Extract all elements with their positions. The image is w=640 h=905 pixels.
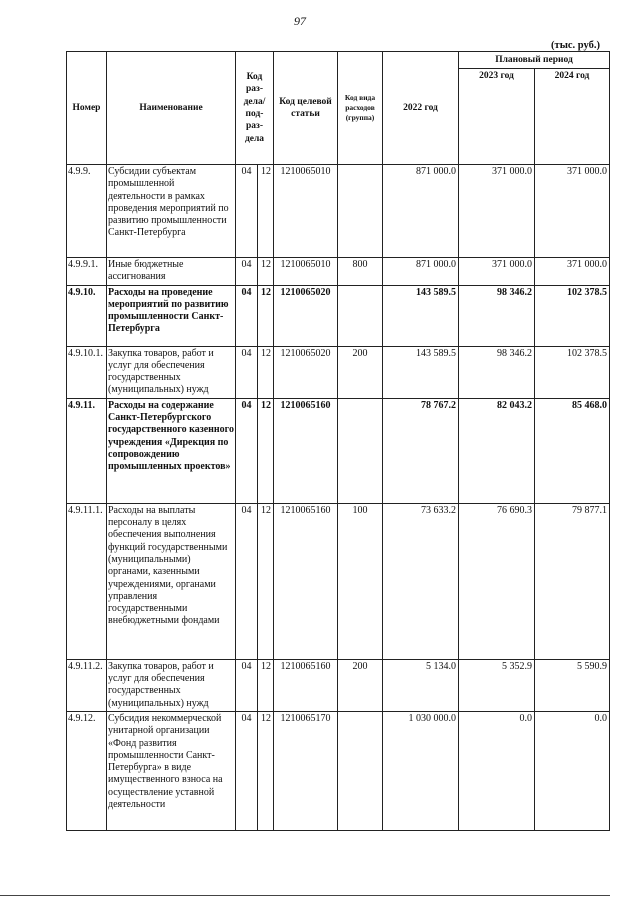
row-value-2024: 79 877.1	[535, 503, 610, 659]
row-number: 4.9.10.	[67, 285, 107, 346]
header-2023: 2023 год	[459, 69, 535, 165]
table-row	[67, 398, 610, 503]
units-label: (тыс. руб.)	[551, 40, 600, 51]
row-number: 4.9.11.2.	[67, 659, 107, 711]
row-name: Закупка товаров, работ и услуг для обеспечения государственных (муниципальных) нужд	[107, 659, 236, 711]
row-target-code: 1210065020	[274, 285, 338, 346]
header-2024: 2024 год	[535, 69, 610, 165]
row-subsection: 12	[258, 659, 274, 711]
row-value-2022: 143 589.5	[383, 346, 459, 398]
row-expense-type: 200	[338, 659, 383, 711]
row-value-2022: 5 134.0	[383, 659, 459, 711]
row-target-code: 1210065170	[274, 711, 338, 830]
row-expense-type: 100	[338, 503, 383, 659]
row-value-2024: 5 590.9	[535, 659, 610, 711]
row-value-2023: 371 000.0	[459, 258, 535, 286]
row-name: Закупка товаров, работ и услуг для обеспечения государственных (муниципальных) нужд	[107, 346, 236, 398]
row-number: 4.9.9.	[67, 165, 107, 258]
row-value-2024: 371 000.0	[535, 258, 610, 286]
header-section: Код раз- дела/ под- раз- дела	[236, 52, 274, 165]
row-section: 04	[236, 285, 258, 346]
row-subsection: 12	[258, 346, 274, 398]
header-name: Наименование	[107, 52, 236, 165]
row-expense-type: 200	[338, 346, 383, 398]
row-name: Расходы на содержание Санкт-Петербургского государственного казенного учреждения «Дирекция по сопровождению промышленных проектов»	[107, 398, 236, 503]
header-expense-type: Код вида расходов (группа)	[338, 52, 383, 165]
header-target: Код целевой статьи	[274, 52, 338, 165]
row-number: 4.9.11.	[67, 398, 107, 503]
row-value-2023: 82 043.2	[459, 398, 535, 503]
row-section: 04	[236, 503, 258, 659]
row-value-2022: 1 030 000.0	[383, 711, 459, 830]
footer-line	[0, 895, 610, 896]
row-name: Иные бюджетные ассигнования	[107, 258, 236, 286]
row-subsection: 12	[258, 398, 274, 503]
table-row	[67, 285, 610, 346]
row-value-2024: 102 378.5	[535, 346, 610, 398]
budget-table	[66, 51, 610, 831]
row-name: Субсидии субъектам промышленной деятельности в рамках проведения мероприятий по развитию промышленности Санкт-Петербурга	[107, 165, 236, 258]
row-value-2023: 98 346.2	[459, 346, 535, 398]
row-subsection: 12	[258, 285, 274, 346]
row-value-2024: 102 378.5	[535, 285, 610, 346]
table-row	[67, 165, 610, 258]
row-section: 04	[236, 165, 258, 258]
table-body	[67, 165, 610, 831]
row-section: 04	[236, 346, 258, 398]
header-number: Номер	[67, 52, 107, 165]
row-value-2023: 5 352.9	[459, 659, 535, 711]
row-value-2022: 73 633.2	[383, 503, 459, 659]
table-row	[67, 258, 610, 286]
row-section: 04	[236, 258, 258, 286]
row-number: 4.9.11.1.	[67, 503, 107, 659]
page-number: 97	[294, 14, 306, 28]
row-value-2023: 98 346.2	[459, 285, 535, 346]
row-subsection: 12	[258, 165, 274, 258]
row-value-2024: 371 000.0	[535, 165, 610, 258]
row-section: 04	[236, 659, 258, 711]
row-number: 4.9.10.1.	[67, 346, 107, 398]
table-row	[67, 346, 610, 398]
header-row	[67, 52, 610, 69]
table-row	[67, 659, 610, 711]
row-expense-type	[338, 711, 383, 830]
row-target-code: 1210065010	[274, 258, 338, 286]
row-subsection: 12	[258, 503, 274, 659]
row-name: Субсидия некоммерческой унитарной организации «Фонд развития промышленности Санкт-Петербурга» в виде имущественного взноса на осуществление уставной деятельности	[107, 711, 236, 830]
row-section: 04	[236, 398, 258, 503]
row-value-2024: 85 468.0	[535, 398, 610, 503]
row-value-2024: 0.0	[535, 711, 610, 830]
row-subsection: 12	[258, 711, 274, 830]
row-value-2023: 371 000.0	[459, 165, 535, 258]
row-value-2023: 0.0	[459, 711, 535, 830]
row-target-code: 1210065160	[274, 659, 338, 711]
row-name: Расходы на выплаты персоналу в целях обеспечения выполнения функций государственными (муниципальными) органами, казенными учреждениями, органами управления государственными внебюджетными фондами	[107, 503, 236, 659]
row-value-2022: 143 589.5	[383, 285, 459, 346]
row-target-code: 1210065020	[274, 346, 338, 398]
table-row	[67, 503, 610, 659]
row-expense-type	[338, 398, 383, 503]
row-value-2022: 871 000.0	[383, 258, 459, 286]
row-subsection: 12	[258, 258, 274, 286]
row-name: Расходы на проведение мероприятий по развитию промышленности Санкт-Петербурга	[107, 285, 236, 346]
row-target-code: 1210065160	[274, 398, 338, 503]
row-expense-type	[338, 285, 383, 346]
row-section: 04	[236, 711, 258, 830]
row-expense-type	[338, 165, 383, 258]
table-row	[67, 711, 610, 830]
row-value-2022: 78 767.2	[383, 398, 459, 503]
header-planning-period: Плановый период	[459, 52, 610, 69]
row-number: 4.9.9.1.	[67, 258, 107, 286]
row-target-code: 1210065160	[274, 503, 338, 659]
row-target-code: 1210065010	[274, 165, 338, 258]
row-expense-type: 800	[338, 258, 383, 286]
row-value-2022: 871 000.0	[383, 165, 459, 258]
header-2022: 2022 год	[383, 52, 459, 165]
row-value-2023: 76 690.3	[459, 503, 535, 659]
row-number: 4.9.12.	[67, 711, 107, 830]
